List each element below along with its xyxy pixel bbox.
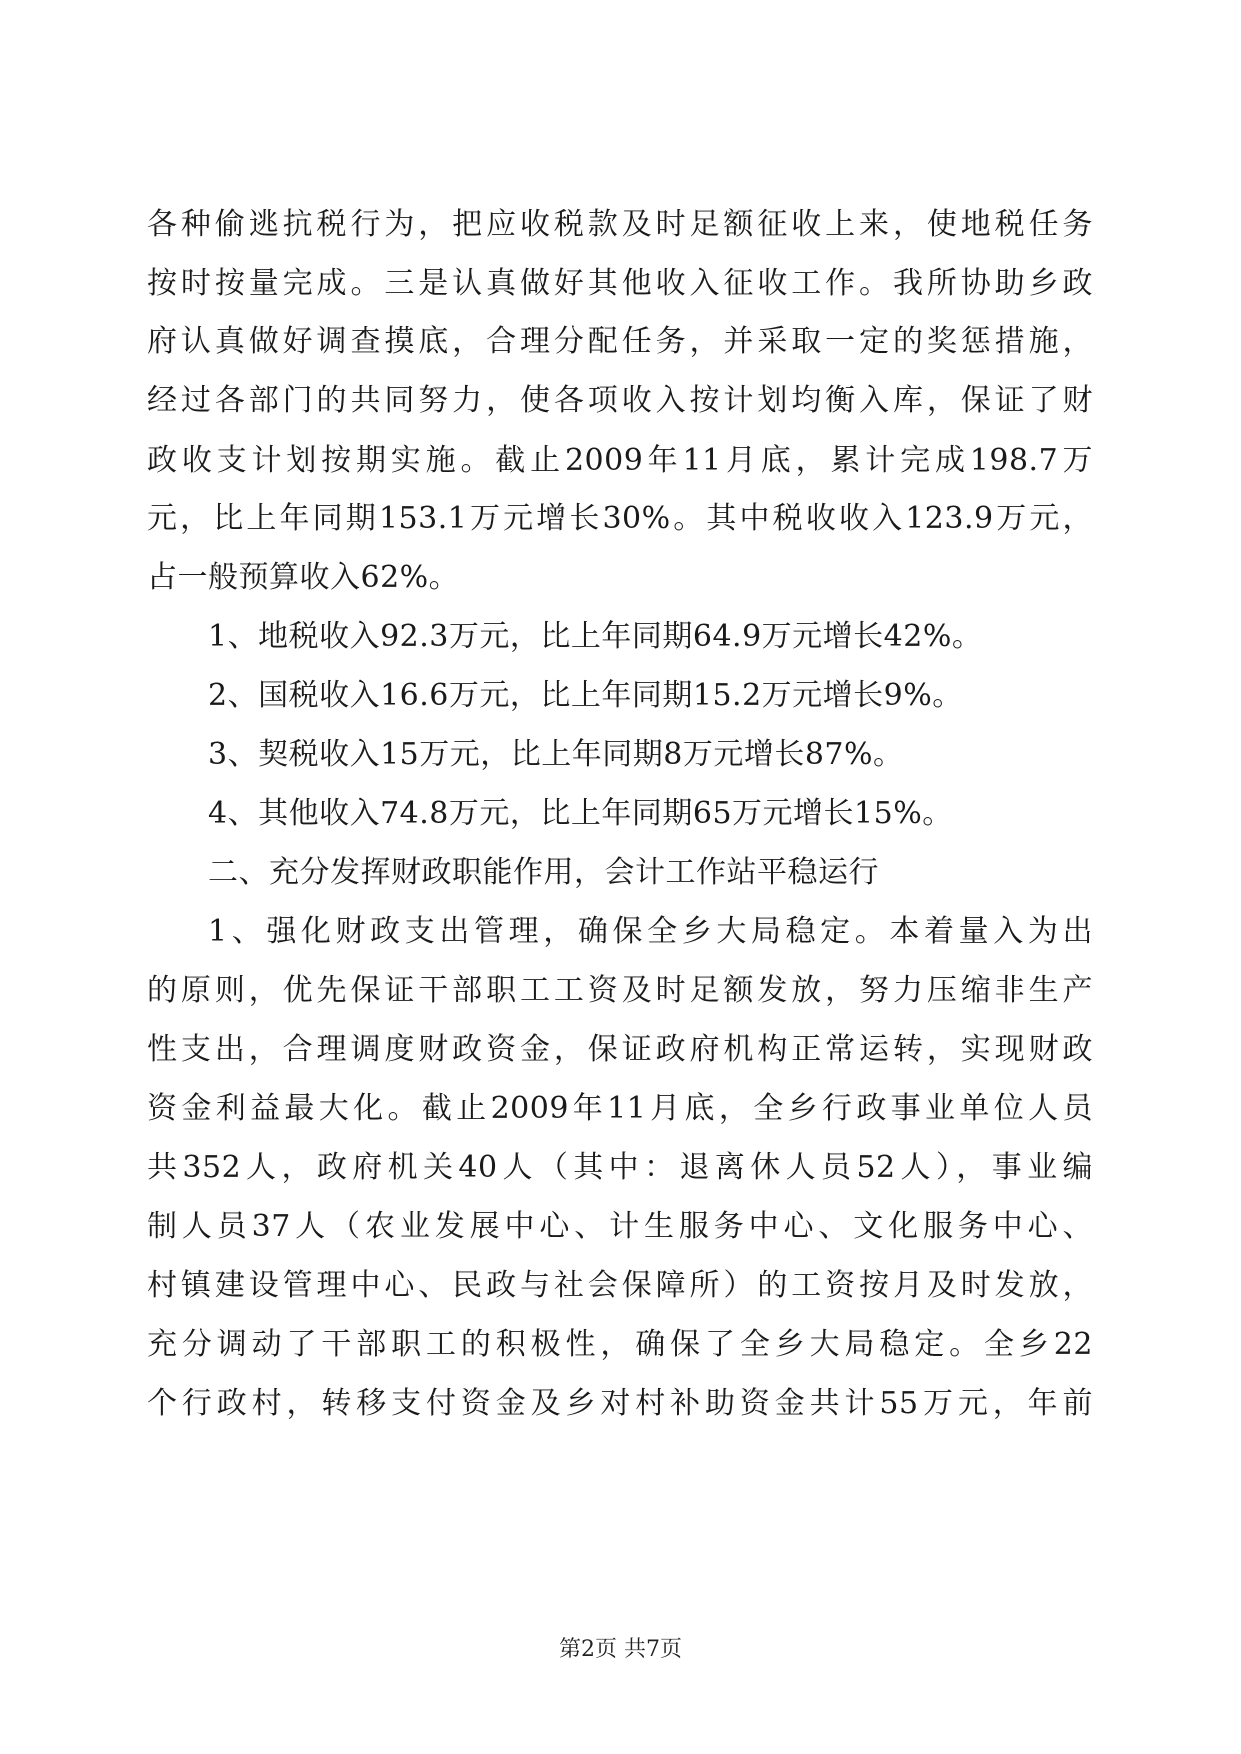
section-heading: 二、充分发挥财政职能作用，会计工作站平稳运行 (208, 855, 879, 890)
text-line: 性支出，合理调度财政资金，保证政府机构正常运转，实现财政 (147, 1032, 1093, 1067)
text-line: 共352人，政府机关40人（其中：退离休人员52人），事业编 (147, 1150, 1093, 1185)
list-item: 4、其他收入74.8万元，比上年同期65万元增长15%。 (208, 796, 953, 831)
text-line: 充分调动了干部职工的积极性，确保了全乡大局稳定。全乡22 (147, 1327, 1093, 1362)
text-line: 经过各部门的共同努力，使各项收入按计划均衡入库，保证了财 (147, 383, 1093, 418)
text-line: 按时按量完成。三是认真做好其他收入征收工作。我所协助乡政 (147, 266, 1093, 301)
text-line: 的原则，优先保证干部职工工资及时足额发放，努力压缩非生产 (147, 973, 1093, 1008)
text-line: 元，比上年同期153.1万元增长30%。其中税收收入123.9万元， (147, 501, 1093, 536)
text-line: 制人员37人（农业发展中心、计生服务中心、文化服务中心、 (147, 1209, 1093, 1244)
text-line: 府认真做好调查摸底，合理分配任务，并采取一定的奖惩措施， (147, 324, 1093, 359)
text-line: 占一般预算收入62%。 (147, 560, 460, 595)
list-item: 2、国税收入16.6万元，比上年同期15.2万元增长9%。 (208, 678, 963, 713)
text-line: 1、强化财政支出管理，确保全乡大局稳定。本着量入为出 (208, 914, 1093, 949)
text-line: 个行政村，转移支付资金及乡对村补助资金共计55万元，年前 (147, 1386, 1093, 1421)
text-line: 政收支计划按期实施。截止2009年11月底，累计完成198.7万 (147, 443, 1093, 478)
list-item: 3、契税收入15万元，比上年同期8万元增长87%。 (208, 737, 904, 772)
text-line: 资金利益最大化。截止2009年11月底，全乡行政事业单位人员 (147, 1091, 1093, 1126)
text-line: 各种偷逃抗税行为，把应收税款及时足额征收上来，使地税任务 (147, 207, 1093, 242)
page-footer (0, 1637, 1241, 1663)
list-item: 1、地税收入92.3万元，比上年同期64.9万元增长42%。 (208, 619, 983, 654)
text-line: 村镇建设管理中心、民政与社会保障所）的工资按月及时发放， (147, 1268, 1093, 1303)
page-number: 第2页 共7页 (559, 1637, 682, 1662)
